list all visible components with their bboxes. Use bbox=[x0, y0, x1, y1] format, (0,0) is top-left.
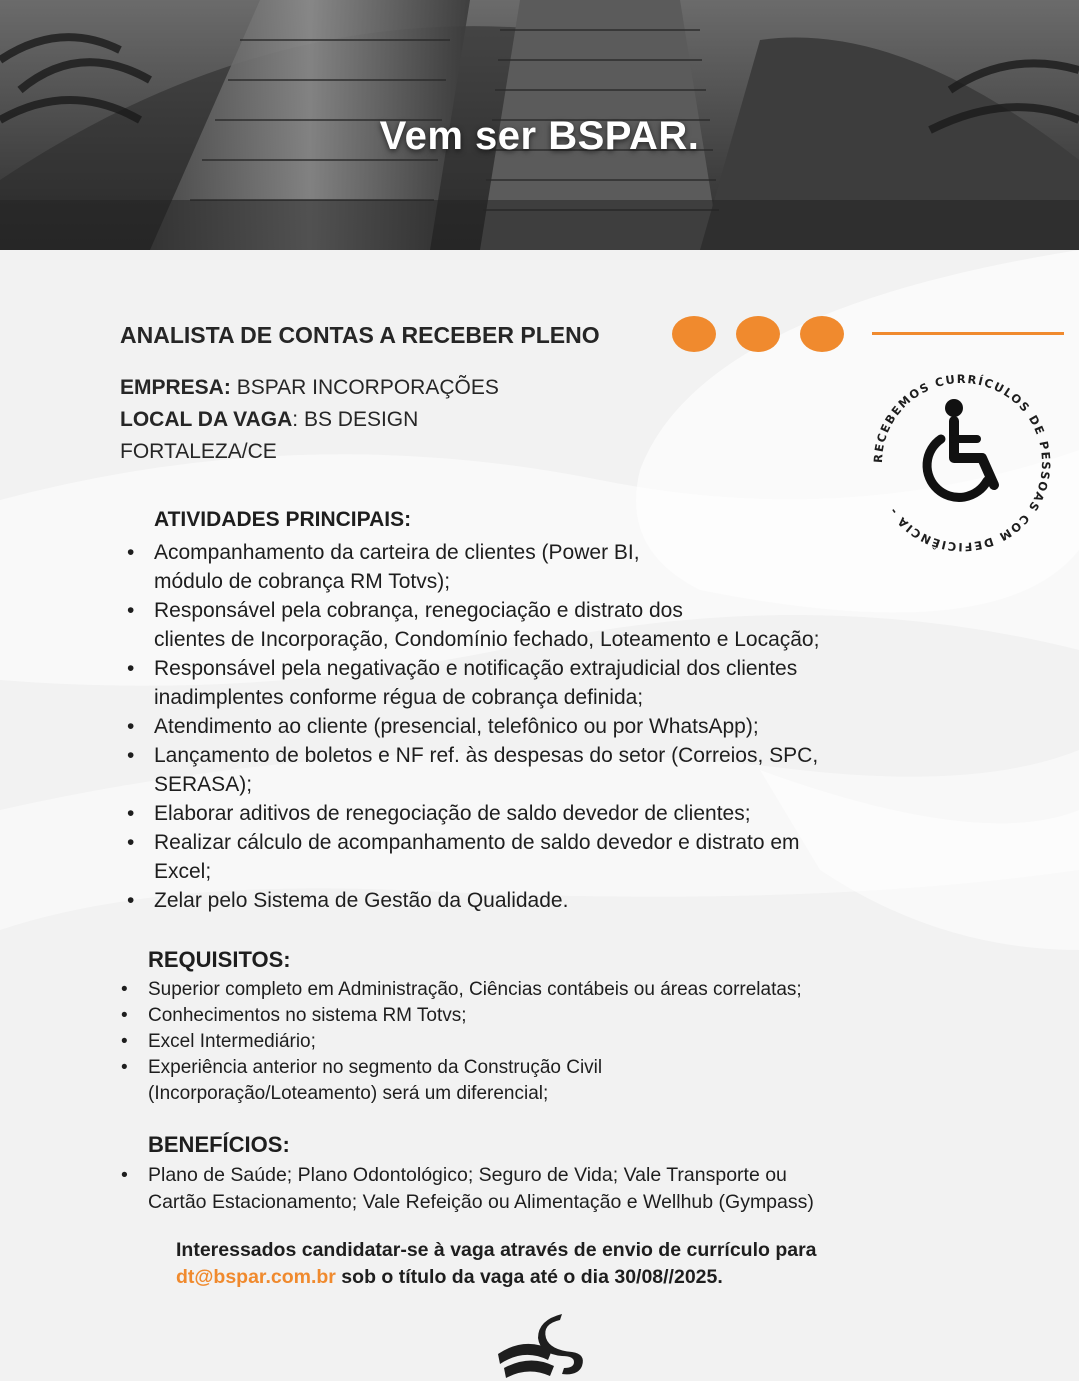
activities-heading: ATIVIDADES PRINCIPAIS: bbox=[154, 508, 412, 531]
list-item bbox=[154, 596, 944, 654]
cta-line-1: Interessados candidatar-se à vaga através de envio de currículo para bbox=[176, 1239, 817, 1261]
list-item bbox=[154, 886, 944, 915]
list-item bbox=[154, 828, 944, 886]
list-item-line: • Conhecimentos no sistema RM Totvs; bbox=[148, 1005, 467, 1026]
list-item bbox=[154, 741, 944, 799]
email-link[interactable]: dt@bspar.com.br bbox=[176, 1266, 336, 1288]
list-item-line: • Acompanhamento da carteira de clientes (Power BI, bbox=[154, 541, 640, 564]
requirements-heading: REQUISITOS: bbox=[148, 947, 291, 972]
list-item-line: (Incorporação/Loteamento) será um diferencial; bbox=[148, 1083, 549, 1104]
location-value: : BS DESIGN bbox=[292, 408, 419, 431]
company-label: EMPRESA: bbox=[120, 376, 231, 399]
svg-text:RECEBEMOS CURRÍCULOS DE PESSOA bbox=[871, 372, 1053, 554]
list-item bbox=[148, 1029, 948, 1055]
cta-line-2: sob o título da vaga até o dia 30/08//2025. bbox=[335, 1266, 723, 1288]
list-item-line: Excel; bbox=[154, 860, 212, 883]
list-item-line: • Elaborar aditivos de renegociação de saldo devedor de clientes; bbox=[154, 802, 751, 825]
requirements-list bbox=[148, 977, 948, 1107]
accent-rule bbox=[872, 332, 1064, 335]
decorative-dots bbox=[672, 316, 864, 352]
list-item bbox=[154, 538, 944, 596]
list-item-line: inadimplentes conforme régua de cobrança definida; bbox=[154, 686, 644, 709]
list-item bbox=[154, 712, 944, 741]
list-item bbox=[148, 977, 948, 1003]
pcd-badge bbox=[862, 363, 1062, 563]
hero-banner bbox=[0, 0, 1079, 250]
list-item bbox=[148, 1162, 938, 1216]
dot-icon bbox=[800, 316, 844, 352]
list-item-line: módulo de cobrança RM Totvs); bbox=[154, 570, 451, 593]
bspar-logo bbox=[490, 1312, 600, 1381]
list-item-line: SERASA); bbox=[154, 773, 253, 796]
company-value: BSPAR INCORPORAÇÕES bbox=[236, 376, 499, 399]
dot-icon bbox=[736, 316, 780, 352]
location-label: LOCAL DA VAGA bbox=[120, 408, 293, 431]
wheelchair-icon bbox=[927, 399, 994, 497]
list-item-line: • Responsável pela cobrança, renegociação e distrato dos bbox=[154, 599, 683, 622]
list-item bbox=[154, 799, 944, 828]
list-item-line: • Experiência anterior no segmento da Construção Civil bbox=[148, 1057, 603, 1078]
list-item-line: • Zelar pelo Sistema de Gestão da Qualidade. bbox=[154, 889, 569, 912]
list-item bbox=[148, 1003, 948, 1029]
list-item-line: • Superior completo em Administração, Ciências contábeis ou áreas correlatas; bbox=[148, 979, 802, 1000]
benefits-list bbox=[148, 1162, 938, 1216]
location-city: FORTALEZA/CE bbox=[120, 440, 277, 463]
dot-icon bbox=[672, 316, 716, 352]
job-info bbox=[120, 372, 499, 468]
list-item-line: • Excel Intermediário; bbox=[148, 1031, 316, 1052]
list-item-line: • Plano de Saúde; Plano Odontológico; Seguro de Vida; Vale Transporte ou bbox=[148, 1164, 787, 1186]
list-item-line: • Realizar cálculo de acompanhamento de saldo devedor e distrato em bbox=[154, 831, 800, 854]
list-item bbox=[154, 654, 944, 712]
benefits-heading: BENEFÍCIOS: bbox=[148, 1132, 290, 1157]
application-instructions bbox=[176, 1237, 936, 1291]
list-item-line: clientes de Incorporação, Condomínio fechado, Loteamento e Locação; bbox=[154, 628, 820, 651]
badge-ring-text: RECEBEMOS CURRÍCULOS DE PESSOAS COM DEFICIÊNCIA - bbox=[870, 371, 1054, 555]
activities-list bbox=[154, 538, 944, 915]
list-item-line: • Atendimento ao cliente (presencial, telefônico ou por WhatsApp); bbox=[154, 715, 759, 738]
list-item-line: • Responsável pela negativação e notificação extrajudicial dos clientes bbox=[154, 657, 798, 680]
hero-title: Vem ser BSPAR. bbox=[379, 114, 700, 158]
list-item-line: Cartão Estacionamento; Vale Refeição ou Alimentação e Wellhub (Gympass) bbox=[148, 1191, 814, 1213]
list-item-line: • Lançamento de boletos e NF ref. às despesas do setor (Correios, SPC, bbox=[154, 744, 819, 767]
job-title: ANALISTA DE CONTAS A RECEBER PLENO bbox=[120, 322, 600, 348]
list-item bbox=[148, 1055, 948, 1107]
